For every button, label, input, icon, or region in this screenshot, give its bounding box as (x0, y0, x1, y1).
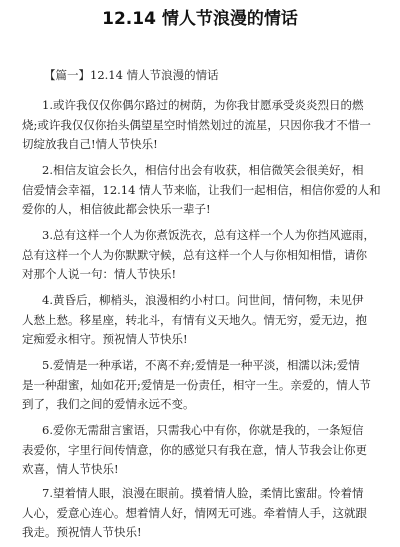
paragraph-line: 4.黄昏后，柳梢头，浪漫相约小村口。问世间，情何物，未见伊 (42, 293, 364, 307)
paragraph-line: 5.爱情是一种承诺，不离不弃;爱情是一种平淡，相濡以沫;爱情 (42, 358, 360, 372)
paragraph-1 (22, 96, 382, 155)
paragraph-6 (22, 421, 382, 480)
paragraph-line: 切绽放我自己!情人节快乐! (22, 137, 158, 151)
paragraph-5 (22, 356, 382, 415)
paragraph-line: 1.或许我仅仅你偶尔路过的树荫，为你我甘愿承受炎炎烈日的燃 (42, 98, 364, 112)
paragraph-line: 烧;或许我仅仅你抬头偶望星空时悄然划过的流星，只因你我才不惜一 (22, 117, 371, 132)
paragraph-line: 定痴爱永相守。预祝情人节快乐! (22, 332, 188, 346)
paragraph-line: 人心，爱意心连心。想着情人好，情网无可逃。牵着情人手，这就跟 (22, 505, 367, 520)
paragraph-line: 到了，我们之间的爱情永远不变。 (22, 397, 195, 411)
paragraph-7 (22, 484, 382, 543)
paragraph-line: 人愁上愁。移星座，转北斗，有情有义天地久。情无穷，爱无边，抱 (22, 312, 367, 327)
paragraph-line: 对那个人说一句：情人节快乐! (22, 267, 177, 281)
paragraph-line: 6.爱你无需甜言蜜语，只需我心中有你，你就是我的，一条短信 (42, 423, 364, 437)
paragraph-line: 信爱情会幸福，12.14 情人节来临，让我们一起相信，相信你爱的人和 (22, 182, 381, 197)
paragraph-line: 总有这样一个人为你默默守候，总有这样一个人与你相知相惜，请你 (22, 247, 367, 262)
paragraph-line: 我走。预祝情人节快乐! (22, 525, 142, 539)
paragraph-line: 2.相信友谊会长久，相信付出会有收获，相信微笑会很美好，相 (42, 163, 364, 177)
section-heading: 【篇一】12.14 情人节浪漫的情话 (44, 68, 219, 82)
paragraph-4 (22, 291, 382, 350)
paragraph-line: 7.望着情人眼，浪漫在眼前。摸着情人脸，柔情比蜜甜。怜着情 (42, 486, 364, 500)
paragraph-line: 表爱你，字里行间传情意，你的感觉只有我在意，情人节我会让你更 (22, 442, 367, 457)
paragraph-line: 是一种甜蜜，灿如花开;爱情是一份责任，相守一生。亲爱的，情人节 (22, 377, 371, 392)
paragraph-3 (22, 226, 382, 285)
paragraph-2 (22, 161, 382, 220)
page-title: 12.14 情人节浪漫的情话 (102, 9, 298, 29)
paragraph-line: 欢喜，情人节快乐! (22, 462, 119, 476)
paragraph-line: 爱你的人，相信彼此都会快乐一辈子! (22, 202, 211, 216)
paragraph-line: 3.总有这样一个人为你煮饭洗衣，总有这样一个人为你挡风遮雨， (42, 228, 375, 242)
